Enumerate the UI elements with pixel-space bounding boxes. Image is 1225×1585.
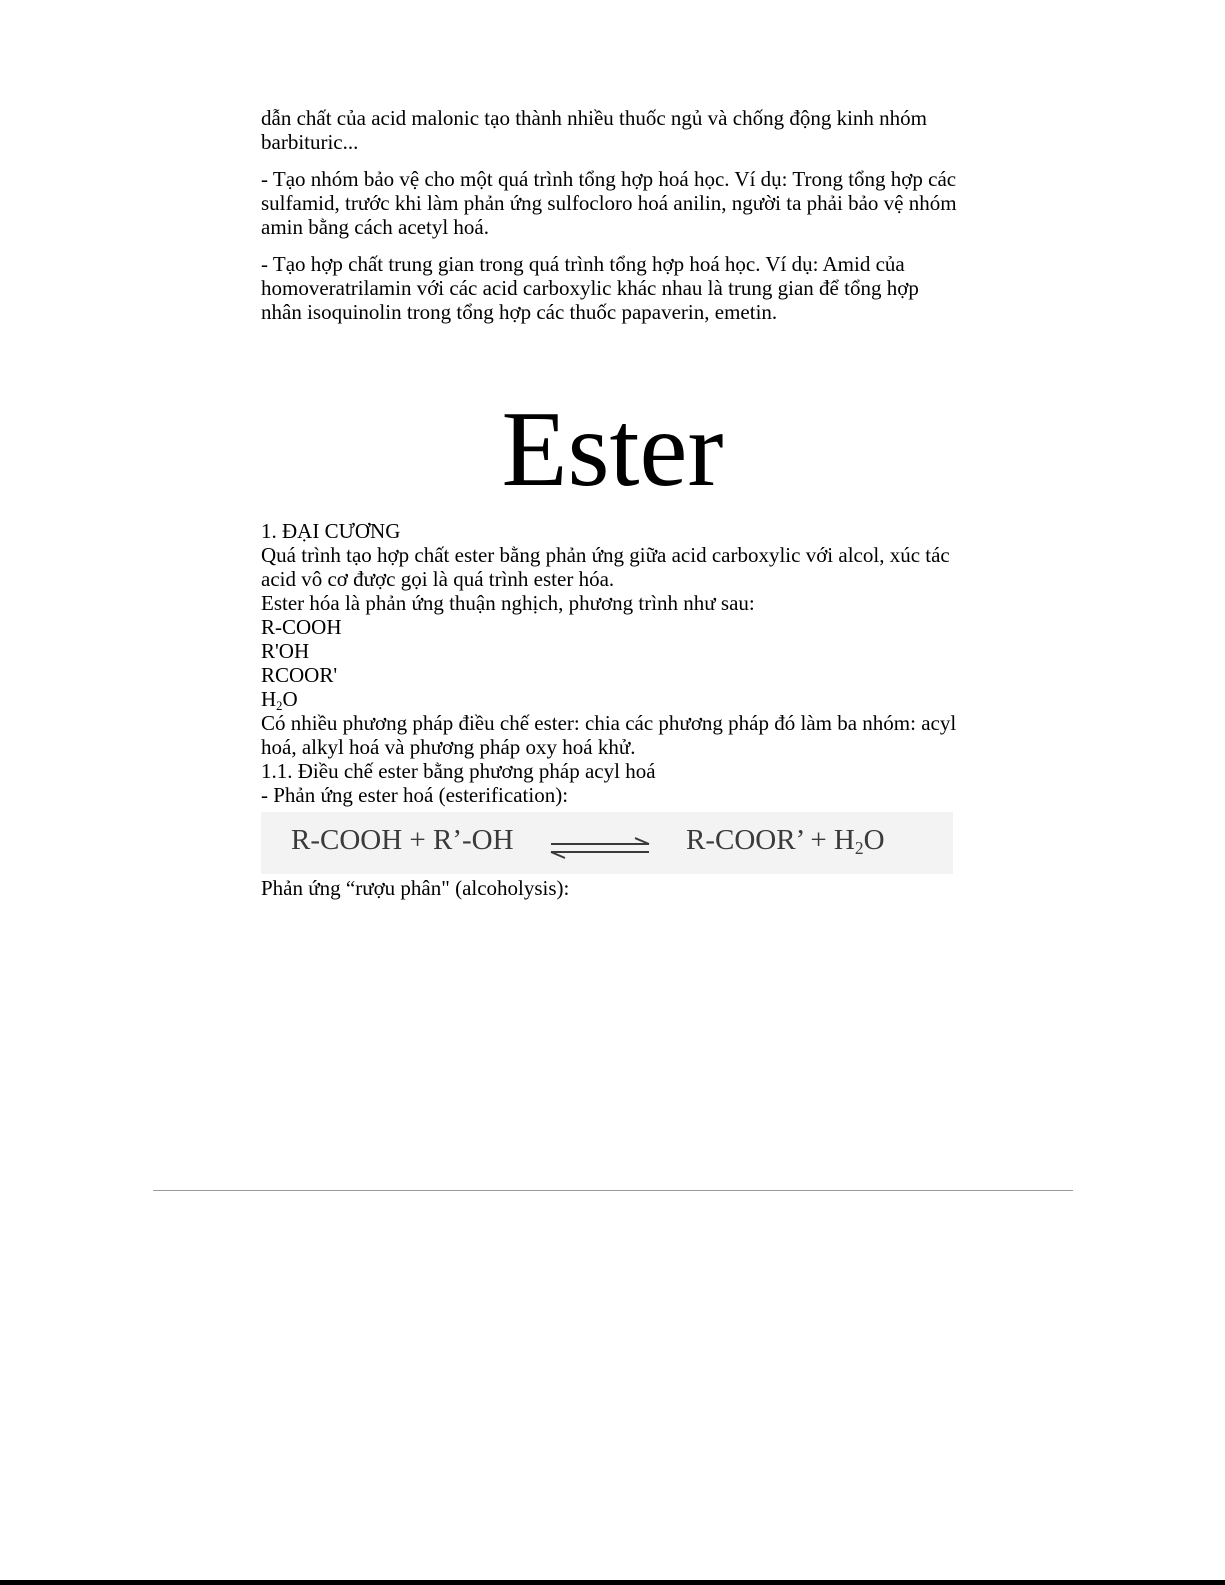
water-h: H <box>261 687 277 711</box>
text-line: acid vô cơ được gọi là quá trình ester hóa. <box>261 567 615 591</box>
text-line: Ester hóa là phản ứng thuận nghịch, phương trình như sau: <box>261 591 755 615</box>
text-line: - Tạo hợp chất trung gian trong quá trình tổng hợp hoá học. Ví dụ: Amid của <box>261 252 905 276</box>
equation-products-main: R-COOR’ + H <box>686 824 855 856</box>
water-o: O <box>282 687 298 711</box>
text-line: Quá trình tạo hợp chất ester bằng phản ứng giữa acid carboxylic với alcol, xúc tác <box>261 543 950 567</box>
paragraph <box>261 252 961 324</box>
section-heading: 1. ĐẠI CƯƠNG <box>261 519 401 543</box>
section-general <box>261 519 961 900</box>
text-line: nhân isoquinolin trong tổng hợp các thuốc papaverin, emetin. <box>261 300 778 324</box>
equation-products-tail: O <box>863 824 885 856</box>
text-line: - Tạo nhóm bảo vệ cho một quá trình tổng hợp hoá học. Ví dụ: Trong tổng hợp các <box>261 167 957 191</box>
bottom-border <box>0 1580 1225 1585</box>
text-line: - Phản ứng ester hoá (esterification): <box>261 783 569 807</box>
text-line: hoá, alkyl hoá và phương pháp oxy hoá khử. <box>261 735 636 759</box>
page-title: Ester <box>501 390 724 509</box>
paragraph <box>261 167 961 239</box>
page-divider <box>153 1190 1073 1191</box>
text-line: sulfamid, trước khi làm phản ứng sulfocloro hoá anilin, người ta phải bảo vệ nhóm <box>261 191 957 215</box>
species-ester: RCOOR' <box>261 663 338 687</box>
subsection-heading: 1.1. Điều chế ester bằng phương pháp acyl hoá <box>261 759 656 783</box>
species-water <box>261 687 961 711</box>
paragraph <box>261 106 961 154</box>
equilibrium-arrows-icon <box>545 836 655 860</box>
text-line: homoveratrilamin với các acid carboxylic khác nhau là trung gian để tổng hợp <box>261 276 919 300</box>
text-line: barbituric... <box>261 130 359 154</box>
intro-text <box>261 106 961 337</box>
text-line: Phản ứng “rượu phân" (alcoholysis): <box>261 876 570 900</box>
text-line: dẫn chất của acid malonic tạo thành nhiều thuốc ngủ và chống động kinh nhóm <box>261 106 927 130</box>
water-subscript: 2 <box>276 698 283 713</box>
species-alcohol: R'OH <box>261 639 310 663</box>
text-line: Có nhiều phương pháp điều chế ester: chia các phương pháp đó làm ba nhóm: acyl <box>261 711 957 735</box>
equation-reactants: R-COOH + R’-OH <box>291 824 514 856</box>
equation-products <box>686 824 885 859</box>
text-line: amin bằng cách acetyl hoá. <box>261 215 489 239</box>
equation-subscript: 2 <box>854 838 864 859</box>
esterification-equation-image <box>261 812 953 874</box>
species-acid: R-COOH <box>261 615 342 639</box>
